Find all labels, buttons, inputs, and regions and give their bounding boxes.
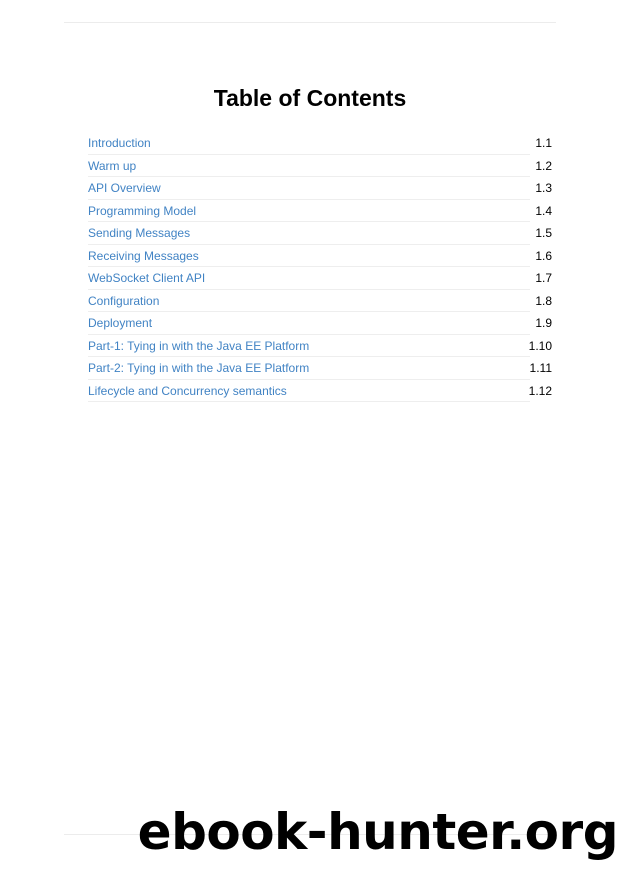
toc-item-lifecycle xyxy=(88,380,552,403)
toc-item-websocket-client-api xyxy=(88,267,552,290)
toc-number: 1.4 xyxy=(535,203,552,218)
toc-item-deployment xyxy=(88,312,552,335)
toc-link-lifecycle[interactable]: Lifecycle and Concurrency semantics xyxy=(88,383,287,398)
toc-divider xyxy=(88,401,530,402)
toc-number: 1.11 xyxy=(529,361,552,376)
toc-link-receiving-messages[interactable]: Receiving Messages xyxy=(88,248,199,263)
toc-item-api-overview xyxy=(88,177,552,200)
toc-link-deployment[interactable]: Deployment xyxy=(88,316,153,331)
toc-item-part-2 xyxy=(88,357,552,380)
toc-number: 1.6 xyxy=(535,248,552,263)
table-of-contents xyxy=(88,132,552,402)
toc-number: 1.12 xyxy=(528,383,552,398)
toc-item-programming-model xyxy=(88,200,552,223)
toc-link-introduction[interactable]: Introduction xyxy=(88,136,151,151)
toc-number: 1.1 xyxy=(535,136,552,151)
toc-number: 1.9 xyxy=(535,316,552,331)
toc-link-websocket-client-api[interactable]: WebSocket Client API xyxy=(88,271,206,286)
toc-item-warm-up xyxy=(88,155,552,178)
toc-number: 1.8 xyxy=(535,293,552,308)
toc-link-configuration[interactable]: Configuration xyxy=(88,293,160,308)
toc-link-part-1[interactable]: Part-1: Tying in with the Java EE Platform xyxy=(88,338,310,353)
toc-number: 1.5 xyxy=(535,226,552,241)
toc-item-sending-messages xyxy=(88,222,552,245)
toc-number: 1.10 xyxy=(528,338,552,353)
toc-link-sending-messages[interactable]: Sending Messages xyxy=(88,226,191,241)
toc-item-introduction xyxy=(88,132,552,155)
toc-link-warm-up[interactable]: Warm up xyxy=(88,158,137,173)
watermark-text: ebook-hunter.org xyxy=(137,803,618,861)
toc-link-api-overview[interactable]: API Overview xyxy=(88,181,161,196)
toc-number: 1.3 xyxy=(535,181,552,196)
toc-item-receiving-messages xyxy=(88,245,552,268)
toc-link-part-2[interactable]: Part-2: Tying in with the Java EE Platform xyxy=(88,361,310,376)
header-divider xyxy=(64,22,556,23)
toc-item-configuration xyxy=(88,290,552,313)
toc-number: 1.2 xyxy=(535,158,552,173)
toc-item-part-1 xyxy=(88,335,552,358)
toc-number: 1.7 xyxy=(535,271,552,286)
toc-link-programming-model[interactable]: Programming Model xyxy=(88,203,197,218)
page-title: Table of Contents xyxy=(213,85,407,111)
